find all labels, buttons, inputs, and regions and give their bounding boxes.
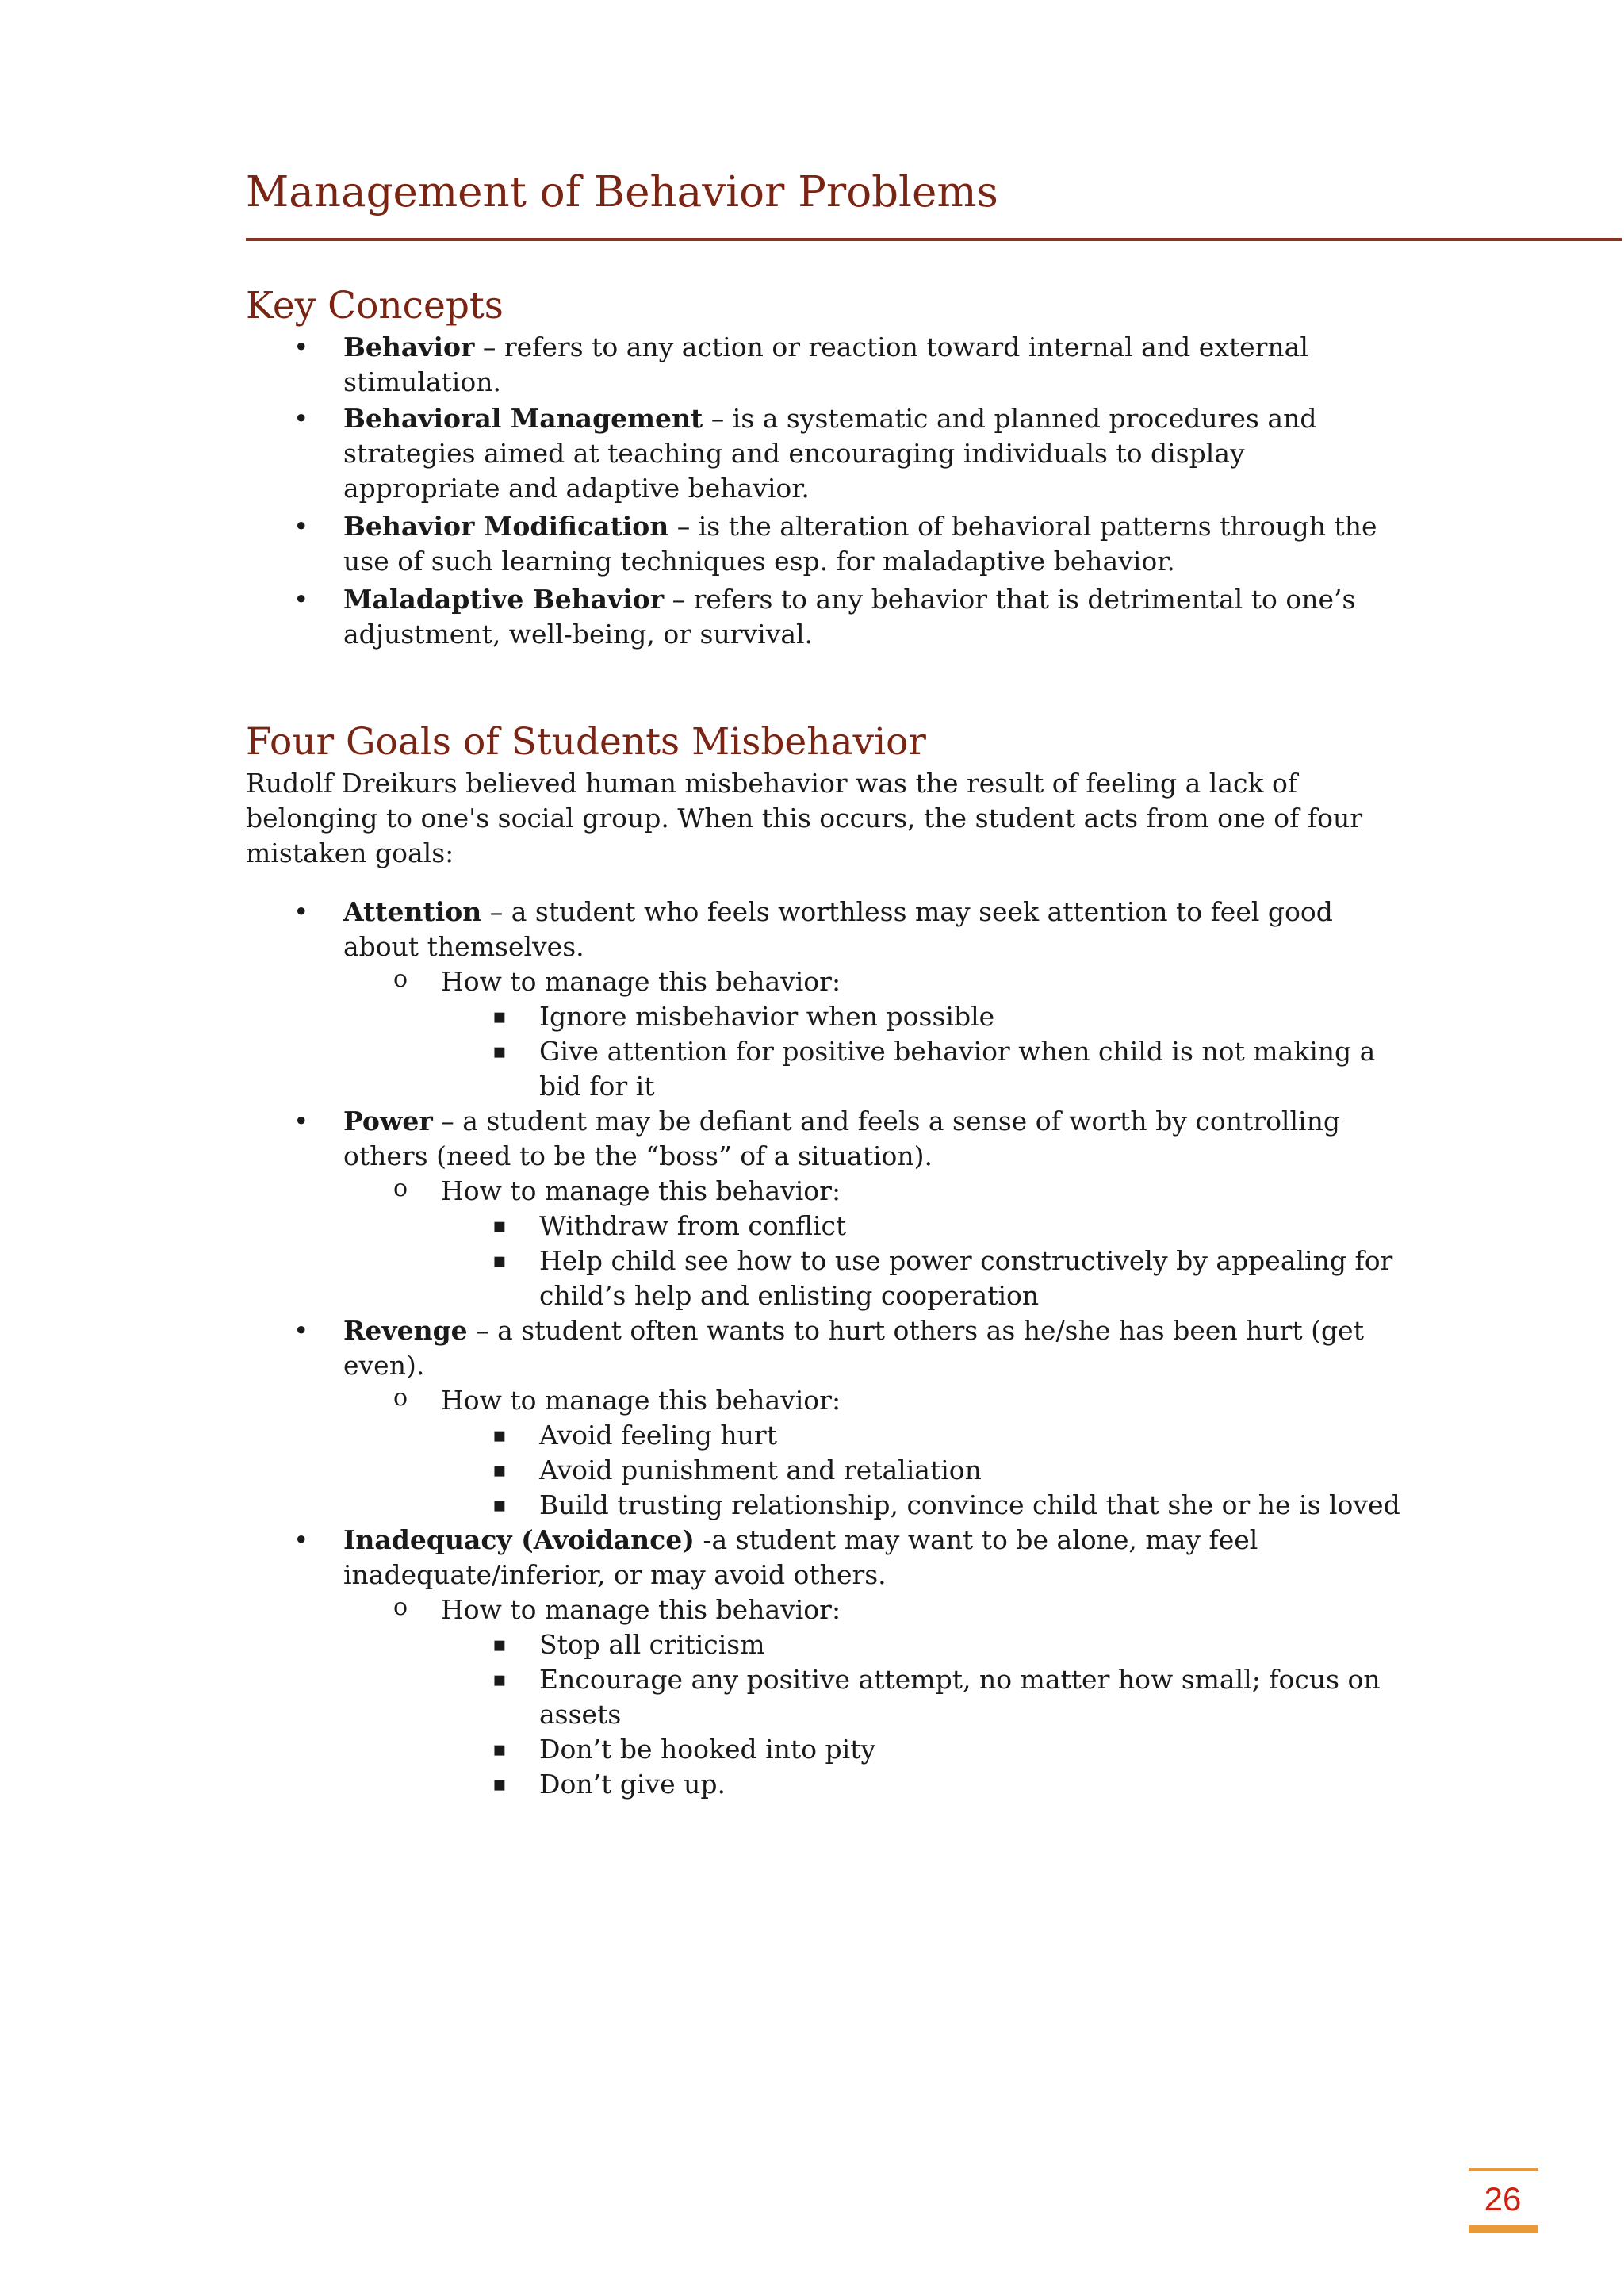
goals-list (246, 895, 1411, 1802)
term: Behavior Modification (343, 511, 669, 542)
strategy-item: ▪ Avoid punishment and retaliation (246, 1453, 1411, 1488)
goals-heading: Four Goals of Students Misbehavior (246, 720, 926, 764)
strategy-item: ▪ Give attention for positive behavior when child is not making a bid for it (492, 1036, 1376, 1102)
strategy-item: ▪ Avoid feeling hurt (246, 1418, 1411, 1453)
square-bullet-icon: ▪ (492, 1249, 507, 1273)
list-item (246, 582, 1396, 652)
definition: -a student may want to be alone, may feel inadequate/inferior, or may avoid others. (343, 1524, 1258, 1590)
definition: – refers to any action or reaction toward internal and external stimulation. (343, 332, 1308, 397)
page-title: Management of Behavior Problems (246, 168, 998, 217)
strategy-item: ▪ Don’t be hooked into pity (246, 1732, 1411, 1767)
bullet-icon: • (293, 332, 309, 362)
bullet-icon: • (293, 896, 309, 927)
page-number-bottom-bar (1469, 2225, 1538, 2233)
square-bullet-icon: ▪ (492, 1458, 507, 1482)
strategy-item: ▪ Stop all criticism (246, 1627, 1411, 1662)
goal-item-revenge (246, 1313, 1411, 1383)
bullet-icon: • (293, 1106, 309, 1137)
manage-label: o How to manage this behavior: (246, 1383, 1411, 1418)
square-bullet-icon: ▪ (492, 1214, 507, 1238)
strategy-item: ▪ Help child see how to use power constructively by appealing for child’s help and enlisting cooperation (492, 1245, 1393, 1311)
goals-intro: Rudolf Dreikurs believed human misbehavior was the result of feeling a lack of belonging to one's social group. When this occurs, the student acts from one of four mistaken goals: (246, 768, 1362, 868)
definition: – refers to any behavior that is detrimental to one’s adjustment, well-being, or survival. (343, 584, 1356, 650)
square-bullet-icon: ▪ (492, 1424, 507, 1447)
bullet-icon: • (293, 403, 309, 434)
square-bullet-icon: ▪ (492, 1633, 507, 1657)
term: Behavioral Management (343, 403, 703, 434)
term: Maladaptive Behavior (343, 584, 665, 615)
circle-bullet-icon: o (393, 965, 408, 993)
key-concepts-heading: Key Concepts (246, 284, 504, 328)
list-item (246, 509, 1396, 579)
manage-label: o How to manage this behavior: (246, 1593, 1411, 1627)
definition: – a student may be defiant and feels a sense of worth by controlling others (need to be the “boss” of a situation). (343, 1106, 1340, 1171)
key-concepts-list (246, 330, 1396, 654)
circle-bullet-icon: o (393, 1384, 408, 1412)
circle-bullet-icon: o (393, 1593, 408, 1621)
list-item (246, 401, 1396, 506)
square-bullet-icon: ▪ (492, 1738, 507, 1761)
goal-item-inadequacy (246, 1523, 1411, 1593)
term: Power (343, 1106, 433, 1137)
page-number: 26 (1484, 2180, 1522, 2217)
term: Attention (343, 896, 482, 927)
square-bullet-icon: ▪ (492, 1773, 507, 1796)
term: Revenge (343, 1315, 468, 1346)
square-bullet-icon: ▪ (492, 1668, 507, 1692)
strategy-item: ▪ Ignore misbehavior when possible (246, 999, 1411, 1034)
bullet-icon: • (293, 1524, 309, 1555)
square-bullet-icon: ▪ (492, 1005, 507, 1029)
goal-item-attention (246, 895, 1411, 964)
strategy-item: ▪ Don’t give up. (246, 1767, 1411, 1802)
term: Inadequacy (Avoidance) (343, 1524, 695, 1555)
strategy-item: ▪ Build trusting relationship, convince child that she or he is loved (246, 1488, 1411, 1523)
square-bullet-icon: ▪ (492, 1040, 507, 1064)
list-item (246, 330, 1396, 400)
title-divider (246, 238, 1622, 241)
strategy-item: ▪ Withdraw from conflict (246, 1209, 1411, 1244)
definition: – is a systematic and planned procedures and strategies aimed at teaching and encouraging individuals to display appropriate and adaptive behavior. (343, 403, 1317, 504)
square-bullet-icon: ▪ (492, 1493, 507, 1517)
manage-label: o How to manage this behavior: (246, 964, 1411, 999)
circle-bullet-icon: o (393, 1175, 408, 1202)
goal-item-power (246, 1104, 1411, 1174)
bullet-icon: • (293, 1315, 309, 1346)
strategy-item: ▪ Encourage any positive attempt, no matter how small; focus on assets (492, 1664, 1381, 1730)
definition: – a student who feels worthless may seek attention to feel good about themselves. (343, 896, 1333, 962)
definition: – a student often wants to hurt others as he/she has been hurt (get even). (343, 1315, 1364, 1381)
bullet-icon: • (293, 511, 309, 542)
term: Behavior (343, 332, 475, 362)
bullet-icon: • (293, 584, 309, 615)
definition: – is the alteration of behavioral patterns through the use of such learning techniques esp. for maladaptive behavior. (343, 511, 1377, 577)
manage-label: o How to manage this behavior: (246, 1174, 1411, 1209)
